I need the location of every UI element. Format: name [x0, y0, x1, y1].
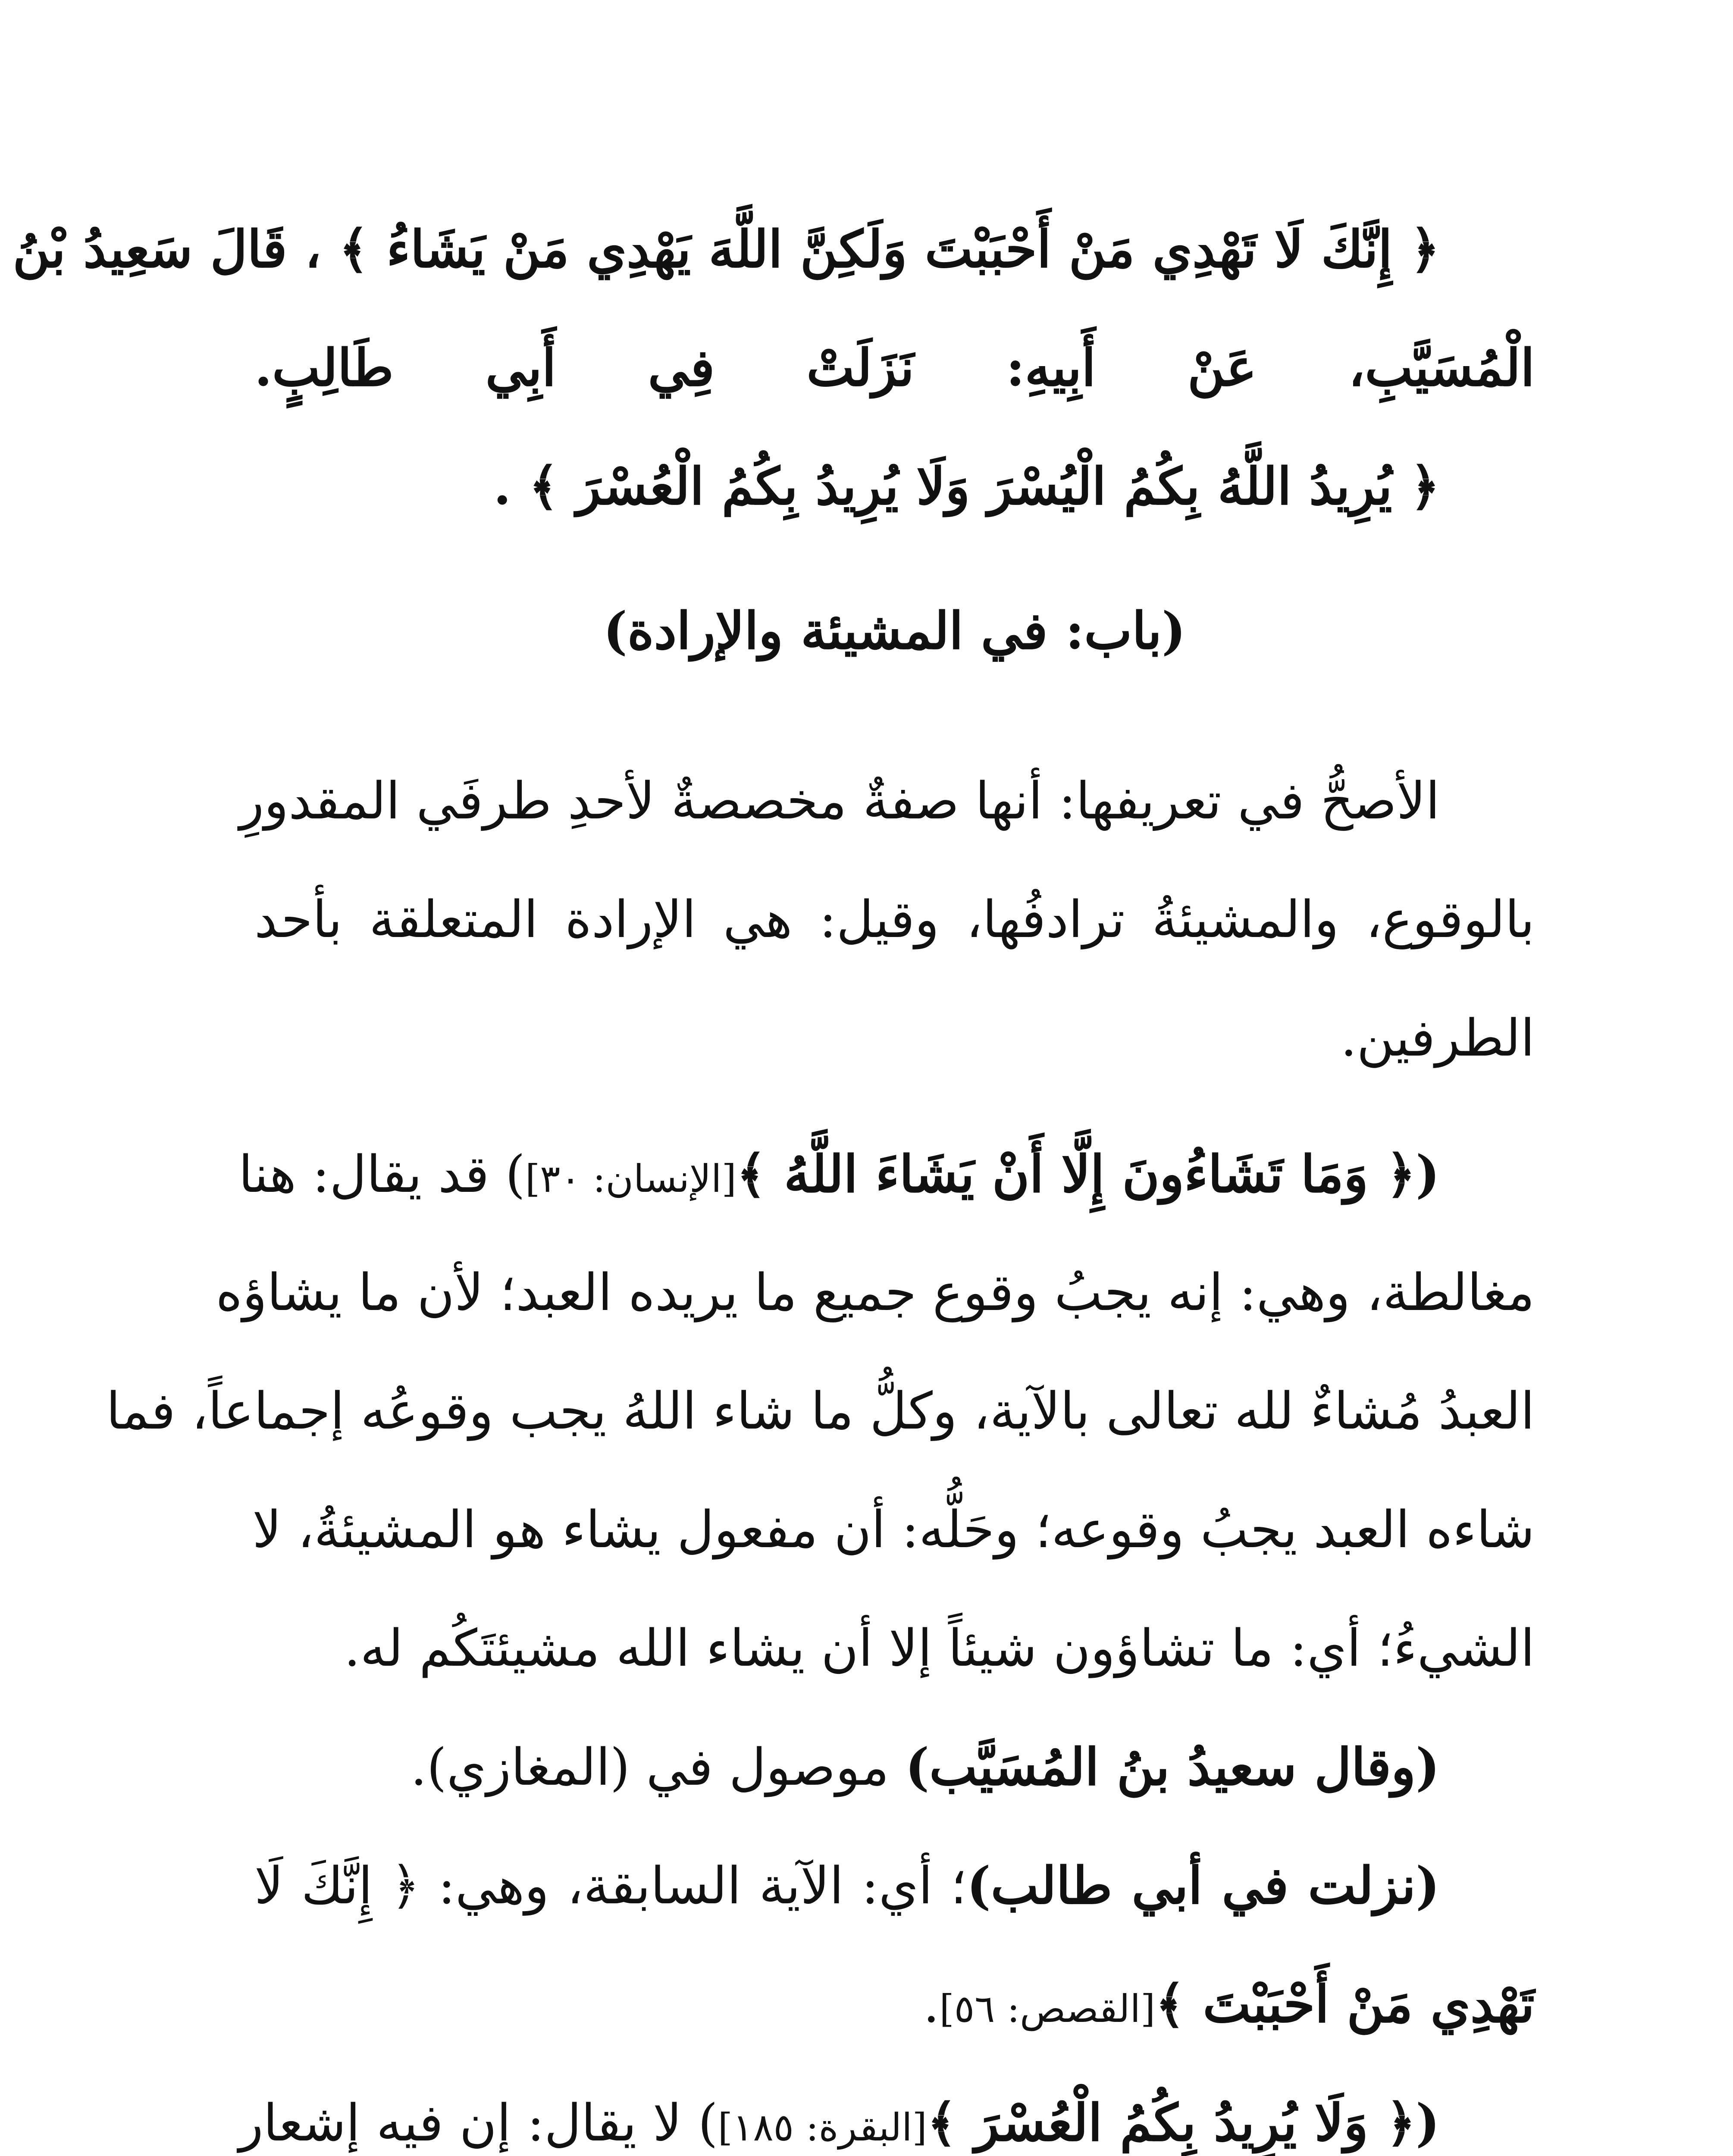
text-span: موصول في (المغازي). [411, 1737, 906, 1797]
verse-reference: [القصص: ٥٦] [939, 1987, 1156, 2031]
paragraph-1-line-2: الْمُسَيَّبِ، عَنْ أَبِيهِ: نَزَلَتْ فِي أَبِي طَالِبٍ. [254, 338, 1535, 398]
quran-quote: (﴿ وَلَا يُرِيدُ بِكُمُ الْعُسْرَ ﴾ [927, 2093, 1440, 2153]
bold-lemma: (نزلت في أبي طالب) [966, 1855, 1440, 1915]
text-span: ؛ أي: الآية السابقة، وهي: ﴿ إِنَّكَ لَا [254, 1856, 967, 1915]
section-heading: (باب: في المشيئة والإرادة) [603, 601, 1186, 661]
verse-reference: [الإنسان: ٣٠] [525, 1156, 736, 1201]
quran-quote: (﴿ وَمَا تَشَاءُونَ إِلَّا أَنْ يَشَاءَ اللَّهُ ﴾ [736, 1144, 1440, 1204]
paragraph-3-line-2: مغالطة، وهي: إنه يجبُ وقوع جميع ما يريده العبد؛ لأن ما يشاؤه [216, 1263, 1535, 1322]
quran-quote: تَهْدِي مَنْ أَحْبَبْتَ ﴾ [1155, 1974, 1535, 2034]
paragraph-3-line-1 [238, 1115, 1535, 1233]
text-span: . [923, 1974, 940, 2034]
verse-reference: [البقرة: ١٨٥] [718, 2105, 927, 2150]
paragraph-1-line-3: ﴿ يُرِيدُ اللَّهُ بِكُمُ الْيُسْرَ وَلَا يُرِيدُ بِكُمُ الْعُسْرَ ﴾ . [493, 456, 1440, 516]
paragraph-3-line-5: الشيءُ؛ أي: ما تشاؤون شيئاً إلا أن يشاء الله مشيئتَكُم له. [344, 1618, 1535, 1678]
paragraph-2-line-2: بالوقوع، والمشيئةُ ترادفُها، وقيل: هي الإرادة المتعلقة بأحد [254, 890, 1535, 949]
page-body [13, 190, 1535, 2156]
paragraph-1-line-1: ﴿ إِنَّكَ لَا تَهْدِي مَنْ أَحْبَبْتَ وَلَكِنَّ اللَّهَ يَهْدِي مَنْ يَشَاءُ ﴾ ، قَالَ سَعِيدُ بْنُ [13, 219, 1440, 279]
paragraph-5-line-1 [254, 1826, 1535, 1945]
text-span: ) قد يقال: هنا [238, 1144, 525, 1204]
paragraph-5-line-2 [254, 1945, 1535, 2063]
paragraph-3-line-4: شاءه العبد يجبُ وقوعه؛ وحَلُّه: أن مفعول يشاء هو المشيئةُ، لا [252, 1500, 1535, 1559]
paragraph-4 [254, 1708, 1535, 1826]
paragraph-6-line-1 [238, 2063, 1535, 2156]
paragraph-3-line-3: العبدُ مُشاءٌ لله تعالى بالآية، وكلُّ ما شاء اللهُ يجب وقوعُه إجماعاً، فما [106, 1381, 1535, 1441]
paragraph-2-line-1: الأصحُّ في تعريفها: أنها صفةٌ مخصصةٌ لأحدِ طرفَي المقدورِ [239, 771, 1440, 830]
text-span: ) لا يقال: إن فيه إشعار [238, 2093, 718, 2153]
paragraph-2-line-3: الطرفين. [1341, 1008, 1535, 1068]
bold-lemma: (وقال سعيدُ بنُ المُسَيَّب) [905, 1737, 1440, 1797]
